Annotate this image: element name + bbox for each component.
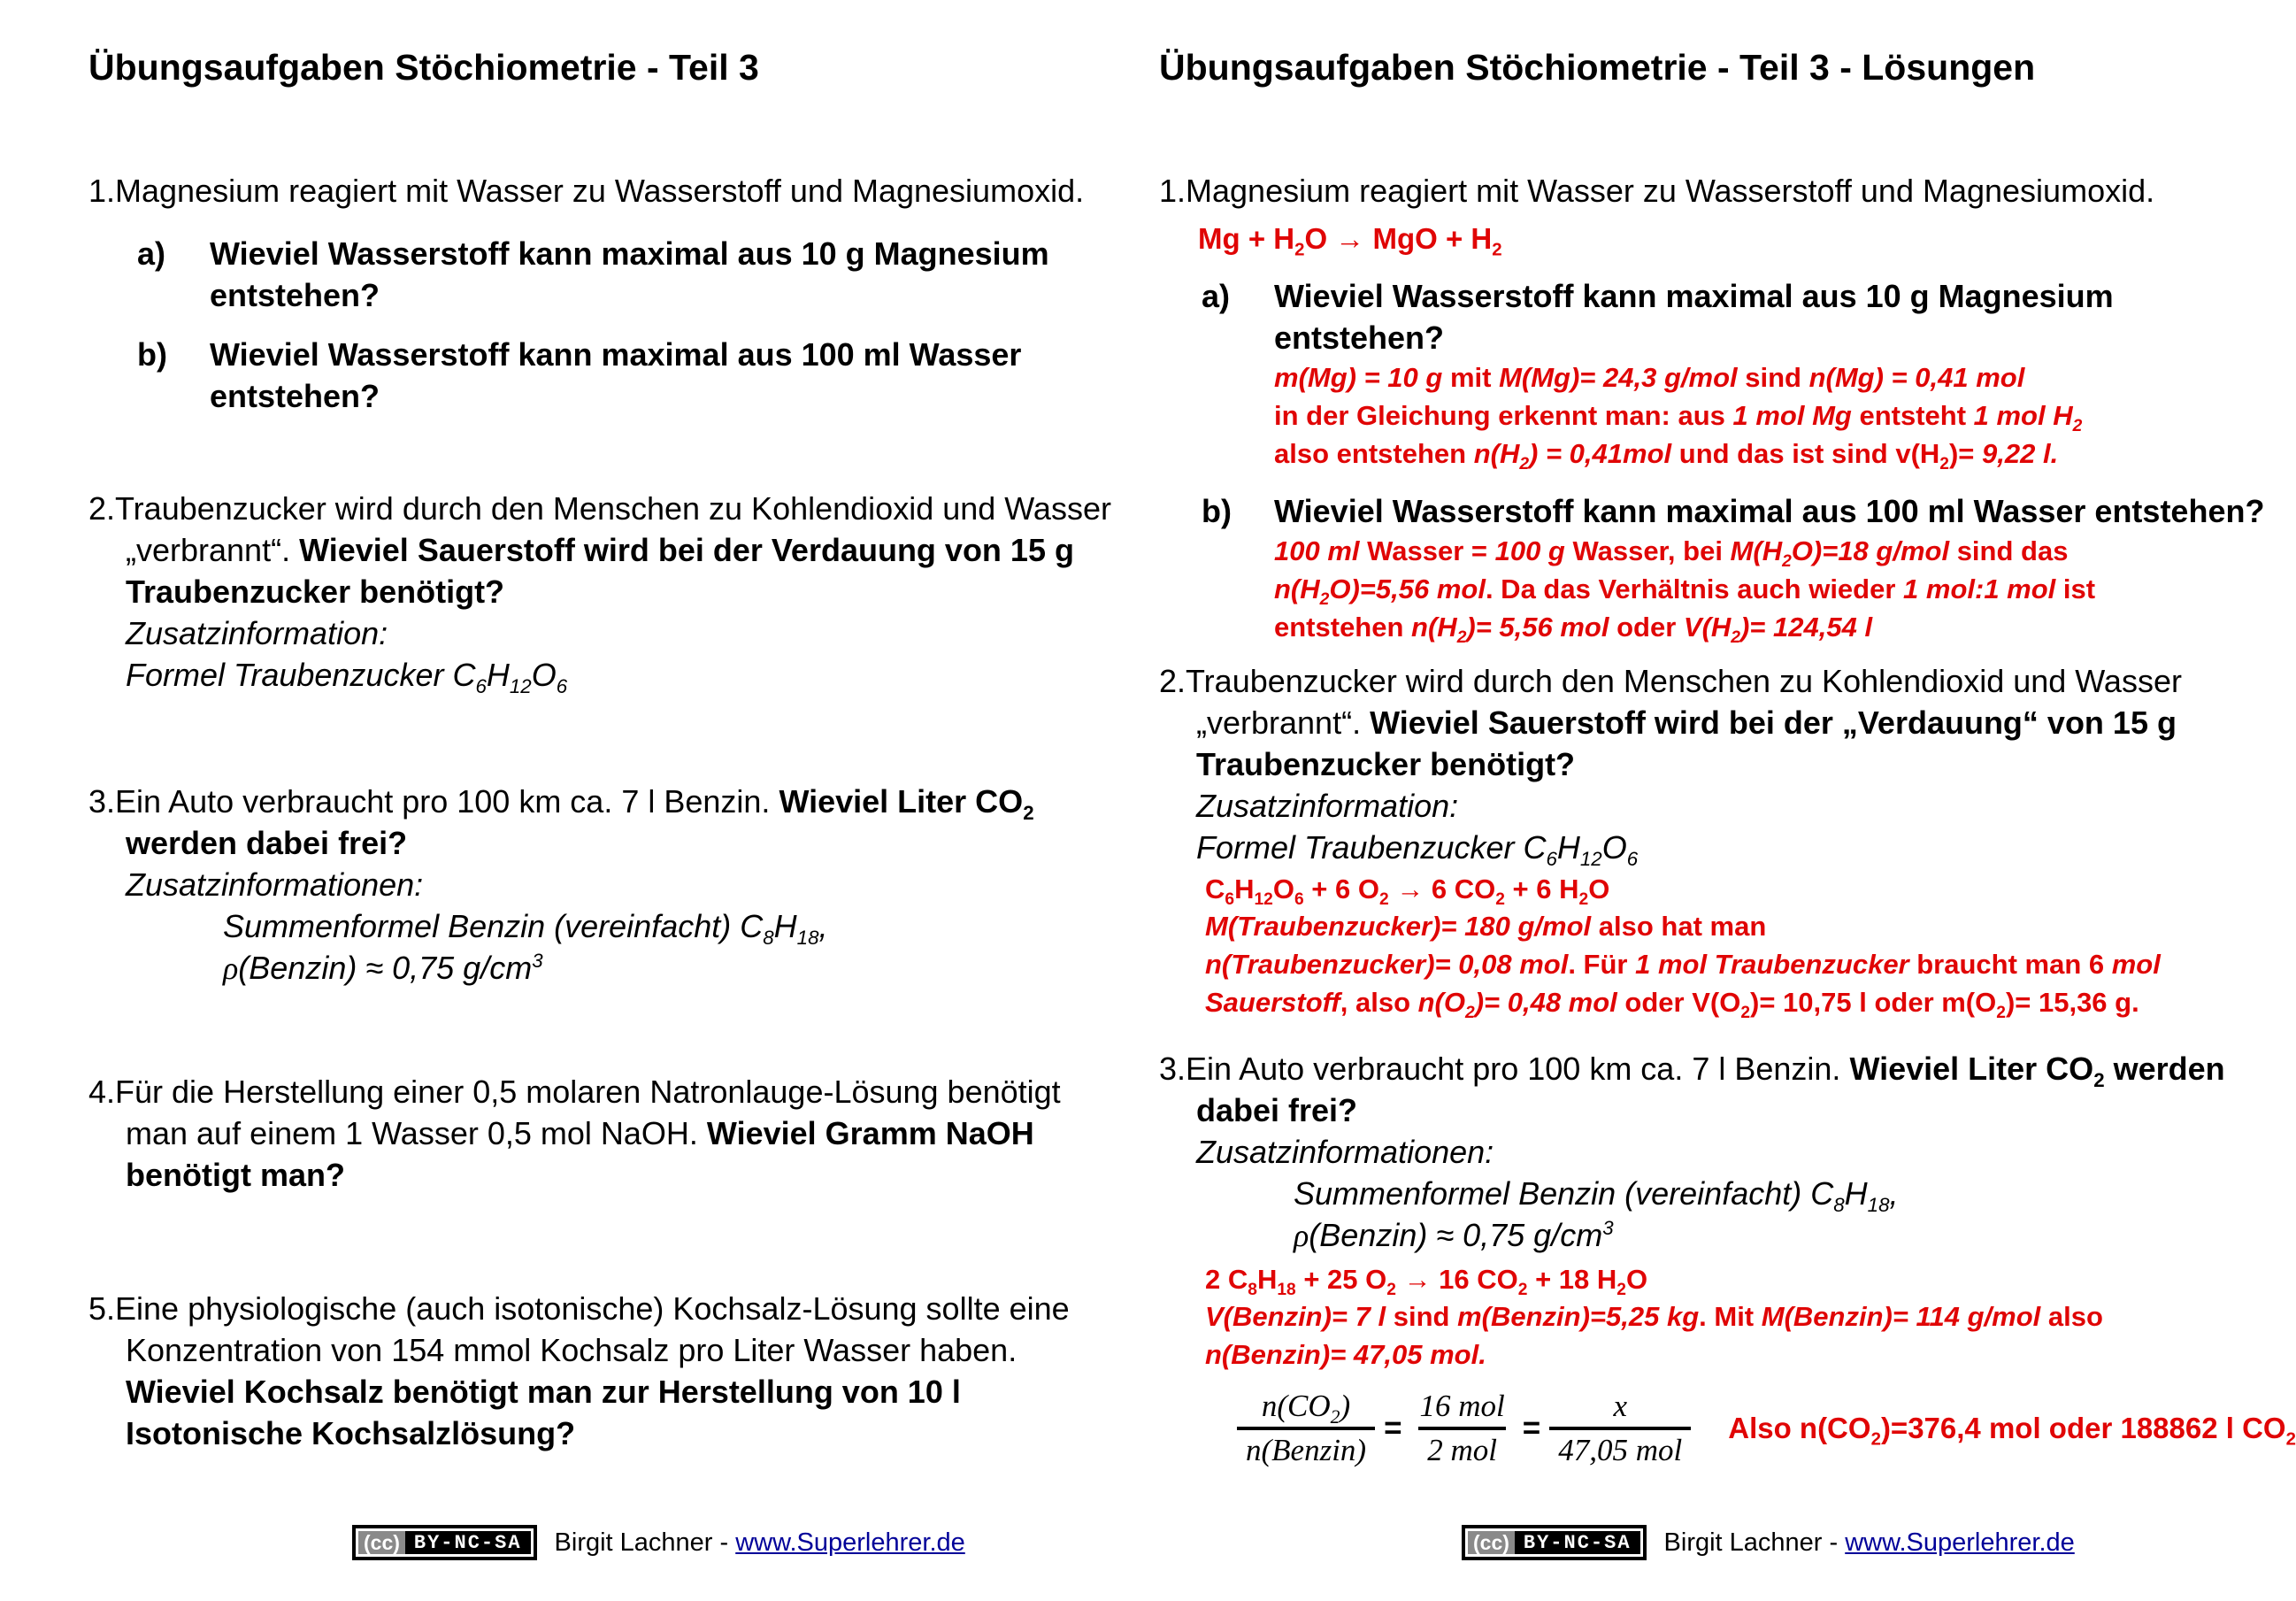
solution-3: 3.Ein Auto verbraucht pro 100 km ca. 7 l Benzin. Wieviel Liter $CO_2$ werden dabei frei? bbox=[1159, 1051, 2225, 1128]
equals-sign: = bbox=[1522, 1411, 1541, 1445]
list-label-b: b) bbox=[137, 336, 167, 373]
solution-2: 2.Traubenzucker wird durch den Menschen zu Kohlendioxid und Wasser „verbrannt“. Wieviel Sauerstoff wird bei der „Verdauung“ von 15 g Traubenzucker benötigt? bbox=[1159, 663, 2182, 782]
cc-icon: (cc) bbox=[358, 1531, 405, 1554]
solution-2-info-label: Zusatzinformation: bbox=[1196, 788, 1459, 824]
exercise-3: 3.Ein Auto verbraucht pro 100 km ca. 7 l Benzin. Wieviel Liter $CO_2$ werden dabei frei? bbox=[88, 783, 1034, 861]
fraction-3-numerator: x bbox=[1613, 1389, 1627, 1423]
author-name: Birgit Lachner - bbox=[554, 1528, 736, 1557]
author-credit bbox=[1664, 1528, 2075, 1558]
superlehrer-link[interactable]: www.Superlehrer.de bbox=[735, 1528, 965, 1557]
fraction-3-denominator: 47,05 mol bbox=[1549, 1427, 1691, 1471]
exercise-1b bbox=[137, 334, 1128, 417]
exercise-4: 4.Für die Herstellung einer 0,5 molaren Natronlauge-Lösung benötigt man auf einem 1 Wasser 0,5 mol NaOH. Wieviel Gramm NaOH benötigt man? bbox=[88, 1074, 1061, 1193]
exercise-5: 5.Eine physiologische (auch isotonische) Kochsalz-Lösung sollte eine Konzentration von 154 mmol Kochsalz pro Liter Wasser haben. Wieviel Kochsalz benötigt man zur Herstellung von 10 l Isotonische Kochsalzlösung? bbox=[88, 1290, 1070, 1451]
cc-license-badge bbox=[1462, 1525, 1647, 1560]
list-label-a: a) bbox=[1202, 278, 1231, 314]
footer-left bbox=[352, 1525, 965, 1560]
solution-1a-line-3: also entstehen $n(H_2) = 0,41mol$ und das ist sind $v(H_2)= 9,22$ l. bbox=[1274, 438, 2059, 474]
solution-3-formula: Summenformel Benzin (vereinfacht) $C_8H_{18}$, bbox=[1294, 1175, 1899, 1217]
fraction-2-denominator: 2 mol bbox=[1418, 1427, 1506, 1471]
solution-1: 1.Magnesium reagiert mit Wasser zu Wasserstoff und Magnesiumoxid. bbox=[1159, 173, 2155, 209]
license-label: BY-NC-SA bbox=[1523, 1531, 1632, 1554]
exercise-3-formula: Summenformel Benzin (vereinfacht) $C_8H_{18}$, bbox=[223, 908, 828, 950]
fraction-2-numerator: 16 mol bbox=[1419, 1389, 1505, 1423]
exercise-1a-text: Wieviel Wasserstoff kann maximal aus 10 g Magnesium entstehen? bbox=[210, 235, 1049, 313]
solution-3-line-2: n(Benzin)= 47,05 mol. bbox=[1205, 1339, 1486, 1370]
solution-3-final-answer: Also $n(CO_2)=376,4$ mol oder 188862 l $CO_2$ bbox=[1728, 1412, 2296, 1450]
solution-1a bbox=[1202, 275, 2265, 358]
fraction-1-numerator: $n(CO_2)$ bbox=[1261, 1389, 1351, 1428]
solution-2-line-2: n(Traubenzucker)= 0,08 mol. Für 1 mol Traubenzucker braucht man 6 mol bbox=[1205, 949, 2161, 980]
page-title-exercises: Übungsaufgaben Stöchiometrie - Teil 3 bbox=[88, 47, 759, 88]
solution-1a-text: Wieviel Wasserstoff kann maximal aus 10 g Magnesium entstehen? bbox=[1274, 278, 2114, 356]
exercise-1: 1.Magnesium reagiert mit Wasser zu Wasserstoff und Magnesiumoxid. bbox=[88, 173, 1085, 209]
equals-sign: = bbox=[1384, 1411, 1402, 1445]
fraction-term-2 bbox=[1411, 1386, 1514, 1471]
cc-license-badge bbox=[352, 1525, 537, 1560]
solution-1-equation: $Mg + H_2O$ → MgO + $H_2$ bbox=[1198, 222, 1502, 260]
solution-2-line-1: M(Traubenzucker)= 180 g/mol also hat man bbox=[1205, 911, 1767, 942]
solution-3-info-label: Zusatzinformationen: bbox=[1196, 1134, 1494, 1170]
list-label-b: b) bbox=[1202, 493, 1232, 529]
exercises-column bbox=[88, 46, 1128, 1454]
exercise-2: 2.Traubenzucker wird durch den Menschen zu Kohlendioxid und Wasser „verbrannt“. Wieviel Sauerstoff wird bei der Verdauung von 15 g Traubenzucker benötigt? bbox=[88, 490, 1111, 610]
solution-1b-line-1: 100 ml Wasser = 100 g Wasser, bei $M(H_2O)=18$ g/mol sind das bbox=[1274, 535, 2069, 572]
solution-2-formula: Formel Traubenzucker $C_6H_{12}O_6$ bbox=[1196, 829, 1639, 871]
solution-1a-line-2: in der Gleichung erkennt man: aus 1 mol Mg entsteht 1 mol $H_2$ bbox=[1274, 400, 2083, 436]
exercise-1b-text: Wieviel Wasserstoff kann maximal aus 100 ml Wasser entstehen? bbox=[210, 336, 1022, 414]
solutions-column bbox=[1159, 46, 2296, 1471]
exercise-3-info-label: Zusatzinformationen: bbox=[126, 866, 424, 903]
exercise-2-info-label: Zusatzinformation: bbox=[126, 615, 388, 651]
solution-2-line-3: Sauerstoff, also $n(O_2)= 0,48$ mol oder $V(O_2)= 10,75$ l oder $m(O_2)= 15,36$ g. bbox=[1205, 987, 2139, 1023]
solution-1a-line-1: m(Mg) = 10 g mit M(Mg)= 24,3 g/mol sind n(Mg) = 0,41 mol bbox=[1274, 362, 2025, 393]
list-label-a: a) bbox=[137, 235, 166, 272]
superlehrer-link[interactable]: www.Superlehrer.de bbox=[1845, 1528, 2075, 1557]
exercise-2-formula: Formel Traubenzucker $C_6H_{12}O_6$ bbox=[126, 657, 568, 698]
fraction-term-1 bbox=[1237, 1386, 1375, 1471]
fraction-co2-benzin bbox=[1237, 1386, 2296, 1471]
solution-1b bbox=[1202, 490, 2265, 532]
license-label: BY-NC-SA bbox=[413, 1531, 522, 1554]
solution-3-equation: 2 $C_8H_{18} + 25$ $O_2 \to 16$ $CO_2 + 18$ $H_2O$ bbox=[1205, 1264, 1648, 1300]
solution-1b-line-2: $n(H_2O)=5,56$ mol. Da das Verhältnis auch wieder 1 mol:1 mol ist bbox=[1274, 573, 2096, 610]
exercise-3-density: ρ(Benzin) ≈ 0,75 $g/cm^3$ bbox=[223, 950, 543, 986]
cc-icon: (cc) bbox=[1468, 1531, 1515, 1554]
footer-right bbox=[1462, 1525, 2075, 1560]
solution-1b-line-3: entstehen $n(H_2)= 5,56$ mol oder $V(H_2)= 124,54$ l bbox=[1274, 612, 1873, 648]
author-credit bbox=[555, 1528, 965, 1558]
solution-2-equation: $C_6H_{12}O_6 + 6$ $O_2 \to 6$ $CO_2 + 6$ $H_2O$ bbox=[1205, 874, 1610, 910]
solution-1b-text: Wieviel Wasserstoff kann maximal aus 100 ml Wasser entstehen? bbox=[1274, 493, 2265, 529]
fraction-1-denominator: n(Benzin) bbox=[1237, 1427, 1375, 1471]
fraction-term-3 bbox=[1549, 1386, 1691, 1471]
solution-3-density: ρ(Benzin) ≈ 0,75 $g/cm^3$ bbox=[1294, 1217, 1614, 1253]
page-title-solutions: Übungsaufgaben Stöchiometrie - Teil 3 - Lösungen bbox=[1159, 47, 2036, 88]
author-name: Birgit Lachner - bbox=[1663, 1528, 1846, 1557]
exercise-1a bbox=[137, 233, 1128, 316]
solution-3-line-1: V(Benzin)= 7 l sind m(Benzin)=5,25 kg. Mit M(Benzin)= 114 g/mol also bbox=[1205, 1301, 2103, 1332]
